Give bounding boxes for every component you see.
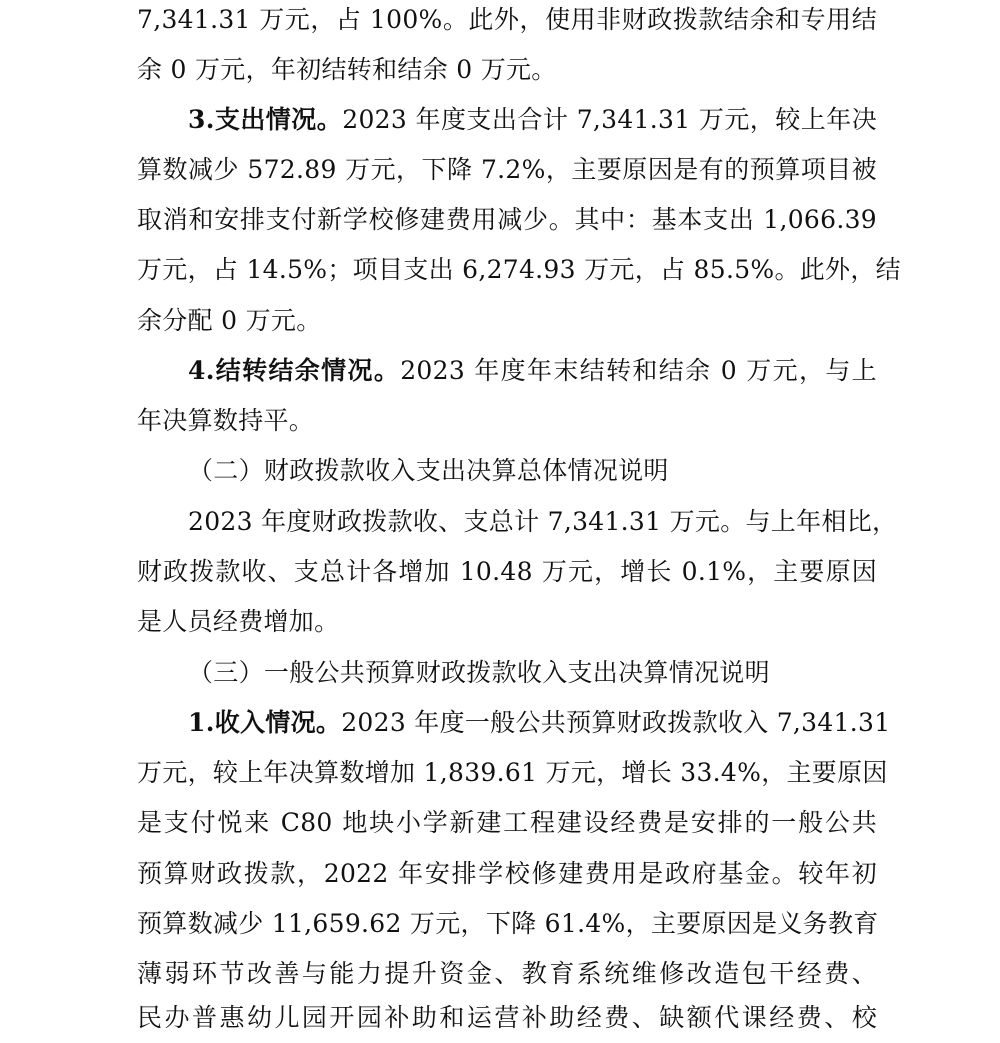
line-text: 民办普惠幼儿园开园补助和运营补助经费、缺额代课经费、校 <box>137 1003 877 1032</box>
text-line <box>137 849 877 899</box>
line-text: 万元，占 14.5%；项目支出 6,274.93 万元，占 85.5%。此外，结 <box>137 255 901 284</box>
text-line <box>137 145 877 195</box>
section-label: 3.支出情况。 <box>188 105 343 134</box>
text-line <box>188 698 891 748</box>
line-text: 2023 年度一般公共预算财政拨款收入 7,341.31 <box>341 708 891 737</box>
text-line <box>137 993 877 1043</box>
line-text: 预算财政拨款，2022 年安排学校修建费用是政府基金。较年初 <box>137 859 877 888</box>
line-text: 是人员经费增加。 <box>137 607 340 636</box>
text-line <box>137 748 888 798</box>
line-text: 预算数减少 11,659.62 万元，下降 61.4%，主要原因是义务教育 <box>137 909 879 938</box>
heading-text: （二）财政拨款收入支出决算总体情况说明 <box>188 456 669 485</box>
text-line <box>137 45 877 95</box>
line-text: 万元，较上年决算数增加 1,839.61 万元，增长 33.4%，主要原因 <box>137 758 888 787</box>
line-text: 余 0 万元，年初结转和结余 0 万元。 <box>137 55 557 84</box>
text-line <box>188 95 877 145</box>
section-label: 1.收入情况。 <box>188 708 342 737</box>
line-text: 余分配 0 万元。 <box>137 306 322 335</box>
line-text: 7,341.31 万元，占 100%。此外，使用非财政拨款结余和专用结 <box>137 5 877 34</box>
text-line <box>137 245 901 295</box>
line-text: 2023 年度支出合计 7,341.31 万元，较上年决 <box>342 105 877 134</box>
heading-text: （三）一般公共预算财政拨款收入支出决算情况说明 <box>188 658 770 687</box>
line-text: 是支付悦来 C80 地块小学新建工程建设经费是安排的一般公共 <box>137 808 877 837</box>
section-heading <box>188 648 888 698</box>
line-text: 取消和安排支付新学校修建费用减少。其中：基本支出 1,066.39 <box>137 205 877 234</box>
text-line <box>137 396 877 446</box>
line-text: 2023 年度财政拨款收、支总计 7,341.31 万元。与上年相比， <box>188 507 898 536</box>
text-line <box>188 346 877 396</box>
text-line <box>137 0 877 45</box>
text-line <box>137 949 877 999</box>
text-line <box>188 497 898 547</box>
line-text: 算数减少 572.89 万元，下降 7.2%，主要原因是有的预算项目被 <box>137 155 877 184</box>
section-heading <box>188 446 888 496</box>
text-line <box>137 899 877 949</box>
text-line <box>137 296 877 346</box>
section-label: 4.结转结余情况。 <box>188 356 401 385</box>
line-text: 2023 年度年末结转和结余 0 万元，与上 <box>400 356 877 385</box>
text-line <box>137 547 877 597</box>
text-line <box>137 597 877 647</box>
line-text: 年决算数持平。 <box>137 406 315 435</box>
text-line <box>137 195 877 245</box>
line-text: 薄弱环节改善与能力提升资金、教育系统维修改造包干经费、 <box>137 959 877 988</box>
line-text: 财政拨款收、支总计各增加 10.48 万元，增长 0.1%，主要原因 <box>137 557 877 586</box>
text-line <box>137 798 877 848</box>
